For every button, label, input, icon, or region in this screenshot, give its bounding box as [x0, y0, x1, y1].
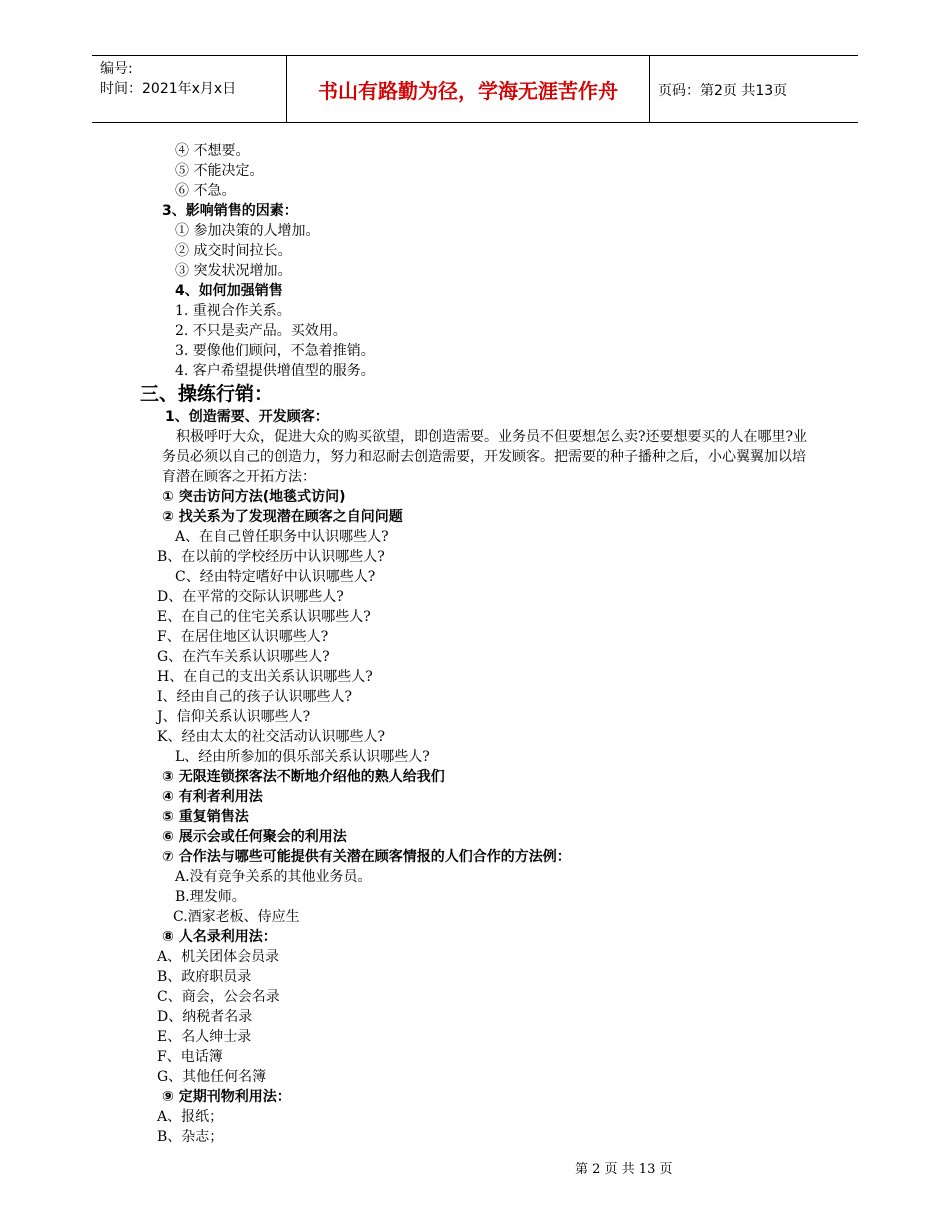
- subheading: ⑨ 定期刊物利用法：: [162, 1089, 291, 1105]
- list-item: B、政府职员录: [157, 969, 252, 985]
- subheading: ① 突击访问方法(地毯式访问): [162, 489, 346, 505]
- list-item: C、商会，公会名录: [157, 989, 280, 1005]
- list-item: 4. 客户希望提供增值型的服务。: [175, 363, 375, 379]
- list-item: G、在汽车关系认识哪些人?: [157, 649, 330, 665]
- body-paragraph: 积极呼吁大众，促进大众的购买欲望，即创造需要。业务员不但要想怎么卖?还要想要买的人在哪里?业务员必须以自己的创造力，努力和忍耐去创造需要，开发顾客。把需要的种子播种之后，小心翼翼加以培育潜在顾客之开拓方法：: [162, 429, 808, 485]
- section-heading: 三、操练行销：: [140, 383, 274, 405]
- number-label: 编号:: [100, 61, 133, 77]
- list-item: B、在以前的学校经历中认识哪些人?: [157, 549, 385, 565]
- subheading: ⑤ 重复销售法: [162, 809, 249, 825]
- page-footer: 第 2 页 共 13 页: [575, 1162, 673, 1177]
- list-item: F、在居住地区认识哪些人?: [157, 629, 329, 645]
- list-item: 1. 重视合作关系。: [175, 303, 291, 319]
- list-item: B、杂志；: [157, 1129, 224, 1145]
- header-left: [100, 59, 236, 99]
- subheading: ⑧ 人名录利用法：: [162, 929, 277, 945]
- list-item: E、在自己的住宅关系认识哪些人?: [157, 609, 371, 625]
- section-block-1: [0, 141, 950, 427]
- list-item: J、信仰关系认识哪些人?: [157, 709, 311, 725]
- list-item: 3. 要像他们顾问，不急着推销。: [175, 343, 375, 359]
- list-item: H、在自己的支出关系认识哪些人?: [157, 669, 373, 685]
- subheading: ⑥ 展示会或任何聚会的利用法: [162, 829, 347, 845]
- list-item: E、名人绅士录: [157, 1029, 252, 1045]
- list-item: 2. 不只是卖产品。买效用。: [175, 323, 347, 339]
- list-item: ① 参加决策的人增加。: [175, 223, 320, 239]
- list-item: ② 成交时间拉长。: [175, 243, 292, 259]
- document-body: [0, 141, 950, 1147]
- list-item: ⑥ 不急。: [175, 183, 236, 199]
- list-item: F、电话簿: [157, 1049, 223, 1065]
- subheading: ④ 有利者利用法: [162, 789, 263, 805]
- header-motto: 书山有路勤为径，学海无涯苦作舟: [286, 56, 650, 122]
- time-label: 时间：2021年x月x日: [100, 81, 237, 97]
- list-item: D、纳税者名录: [157, 1009, 253, 1025]
- list-item: A.没有竞争关系的其他业务员。: [175, 869, 372, 885]
- list-item: A、在自己曾任职务中认识哪些人?: [175, 529, 389, 545]
- list-item: K、经由太太的社交活动认识哪些人?: [157, 729, 385, 745]
- list-item: I、经由自己的孩子认识哪些人?: [157, 689, 353, 705]
- subheading: ⑦ 合作法与哪些可能提供有关潜在顾客情报的人们合作的方法例：: [162, 849, 571, 865]
- list-item: A、机关团体会员录: [157, 949, 280, 965]
- list-item: C.酒家老板、侍应生: [173, 909, 300, 925]
- subheading: 1、创造需要、开发顾客：: [165, 409, 329, 425]
- page-header: [92, 55, 858, 123]
- list-item: A、报纸；: [157, 1109, 224, 1125]
- list-item: G、其他任何名簿: [157, 1069, 267, 1085]
- subheading: 3、影响销售的因素：: [162, 203, 298, 219]
- list-item: B.理发师。: [175, 889, 246, 905]
- list-item: L、经由所参加的俱乐部关系认识哪些人?: [175, 749, 430, 765]
- subheading: ② 找关系为了发现潜在顾客之自问问题: [162, 509, 403, 525]
- subheading: ③ 无限连锁探客法不断地介绍他的熟人给我们: [162, 769, 445, 785]
- list-item: ③ 突发状况增加。: [175, 263, 292, 279]
- header-page-info: 页码：第2页 共13页: [658, 83, 788, 99]
- subheading: 4、如何加强销售: [175, 283, 283, 299]
- list-item: C、经由特定嗜好中认识哪些人?: [175, 569, 376, 585]
- list-item: D、在平常的交际认识哪些人?: [157, 589, 344, 605]
- list-item: ④ 不想要。: [175, 143, 250, 159]
- list-item: ⑤ 不能决定。: [175, 163, 264, 179]
- section-block-2: [0, 487, 950, 1147]
